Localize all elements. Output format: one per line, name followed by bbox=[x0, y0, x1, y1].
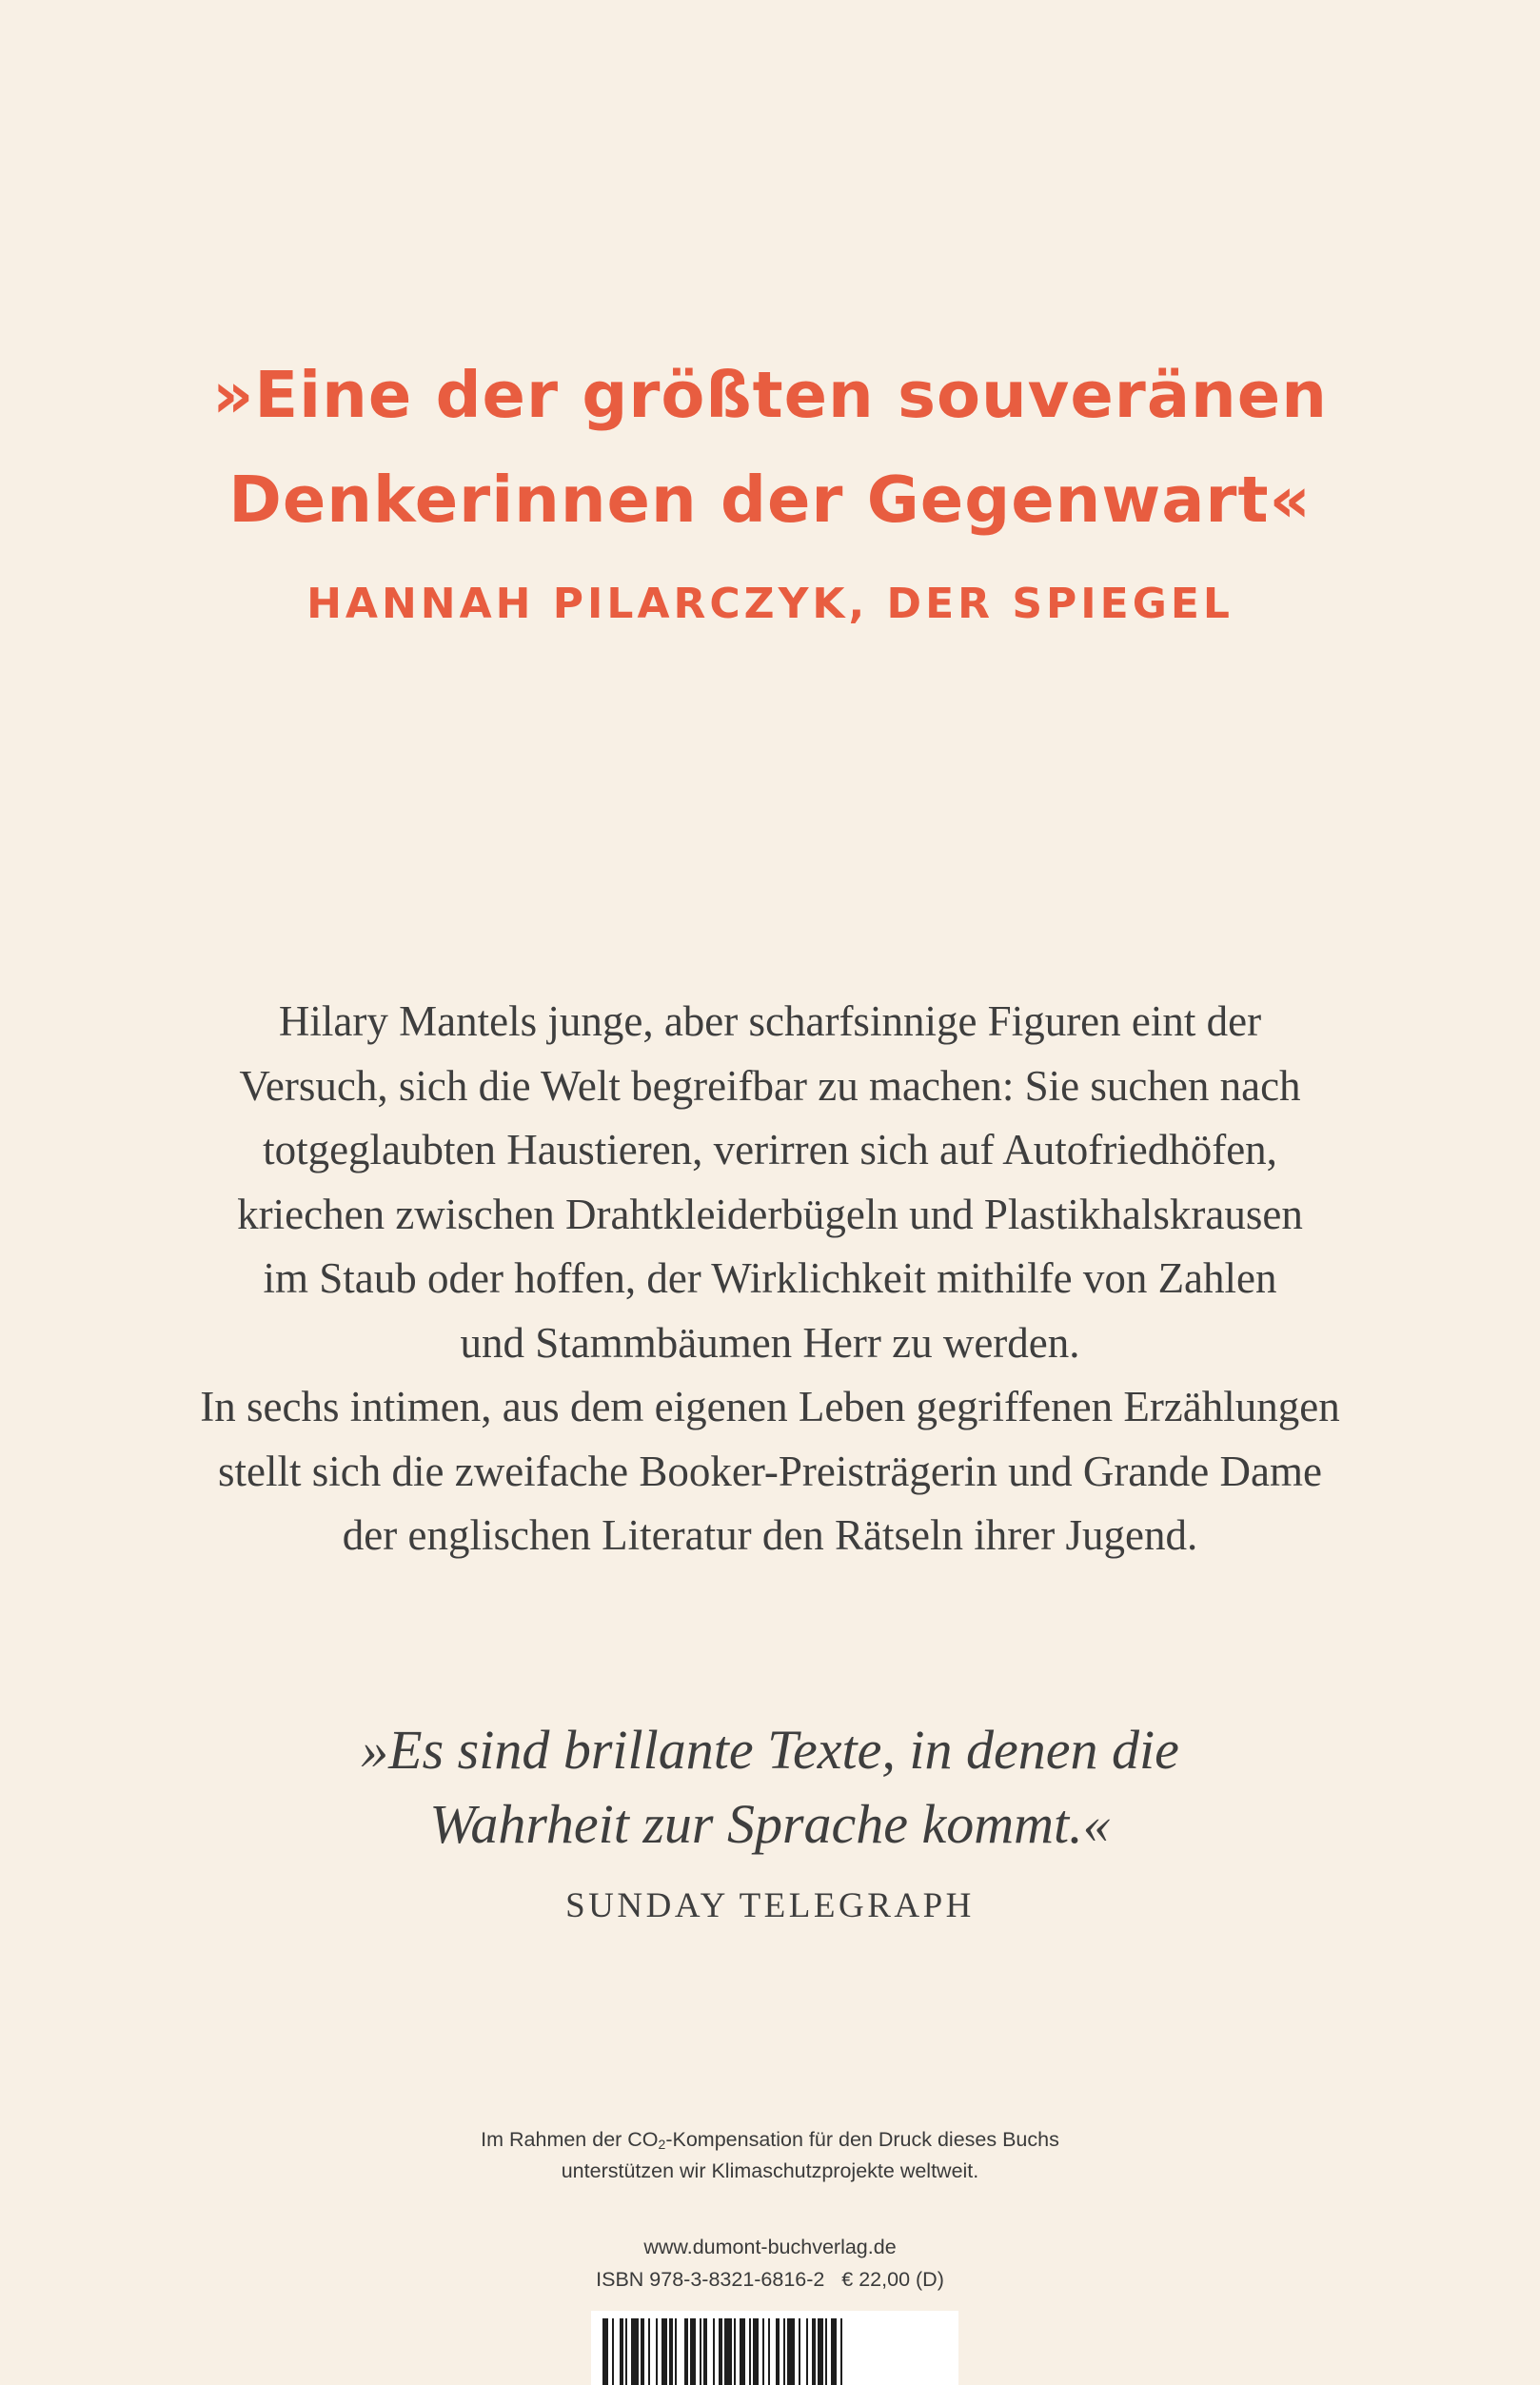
headline-quote-source: HANNAH PILARCZYK, DER SPIEGEL bbox=[306, 580, 1234, 628]
barcode-bar bbox=[656, 2318, 658, 2385]
barcode-bar bbox=[641, 2318, 644, 2385]
barcode-bar bbox=[799, 2318, 800, 2385]
headline-quote bbox=[0, 343, 1540, 552]
barcode-bar bbox=[713, 2318, 715, 2385]
press-quote-line: »Es sind brillante Texte, in denen die bbox=[361, 1719, 1179, 1781]
barcode-bar bbox=[734, 2318, 736, 2385]
barcode-bar bbox=[740, 2318, 745, 2385]
barcode-bar bbox=[669, 2318, 673, 2385]
blurb-line: und Stammbäumen Herr zu werden. bbox=[460, 1318, 1080, 1367]
barcode-bar bbox=[684, 2318, 688, 2385]
barcode-bar bbox=[612, 2318, 614, 2385]
barcode-bar bbox=[620, 2318, 623, 2385]
barcode-bar bbox=[602, 2318, 608, 2385]
barcode-bar bbox=[625, 2318, 627, 2385]
barcode-bar bbox=[825, 2318, 827, 2385]
press-quote-line: Wahrheit zur Sprache kommt.« bbox=[429, 1793, 1111, 1855]
barcode-bar bbox=[719, 2318, 722, 2385]
barcode-bar bbox=[703, 2318, 707, 2385]
imprint bbox=[0, 2231, 1540, 2296]
barcode-bar bbox=[831, 2318, 837, 2385]
book-blurb bbox=[95, 990, 1445, 1568]
blurb-line: im Staub oder hoffen, der Wirklichkeit mithilfe von Zahlen bbox=[263, 1254, 1277, 1302]
publisher-website: www.dumont-buchverlag.de bbox=[643, 2236, 897, 2258]
blurb-line: Hilary Mantels junge, aber scharfsinnige Figuren eint der bbox=[278, 997, 1262, 1045]
blurb-line: der englischen Literatur den Rätseln ihrer Jugend. bbox=[342, 1511, 1198, 1559]
blurb-line: In sechs intimen, aus dem eigenen Leben gegriffenen Erzählungen bbox=[200, 1383, 1340, 1430]
blurb-line: stellt sich die zweifache Booker-Preisträgerin und Grande Dame bbox=[218, 1447, 1322, 1495]
barcode-bar bbox=[648, 2318, 650, 2385]
co2-notice bbox=[0, 2124, 1540, 2187]
press-quote-source: SUNDAY TELEGRAPH bbox=[565, 1886, 975, 1925]
barcode-bar bbox=[840, 2318, 842, 2385]
headline-quote-line: »Eine der größten souveränen bbox=[212, 358, 1328, 432]
barcode-bar bbox=[787, 2318, 795, 2385]
blurb-line: Versuch, sich die Welt begreifbar zu machen: Sie suchen nach bbox=[239, 1061, 1301, 1110]
barcode-bar bbox=[783, 2318, 785, 2385]
barcode-bar bbox=[806, 2318, 808, 2385]
blurb-line: kriechen zwischen Drahtkleiderbügeln und Plastikhalskrausen bbox=[237, 1190, 1303, 1238]
headline-quote-line: Denkerinnen der Gegenwart« bbox=[228, 463, 1312, 537]
barcode-bar bbox=[690, 2318, 696, 2385]
barcode-bar bbox=[724, 2318, 732, 2385]
barcode-bar bbox=[812, 2318, 816, 2385]
isbn-price: ISBN 978-3-8321-6816-2 € 22,00 (D) bbox=[596, 2268, 944, 2291]
barcode-bar bbox=[768, 2318, 770, 2385]
barcode-bar bbox=[661, 2318, 667, 2385]
barcode-bar bbox=[700, 2318, 701, 2385]
barcode-bar bbox=[675, 2318, 677, 2385]
barcode-bar bbox=[749, 2318, 751, 2385]
barcode-bar bbox=[753, 2318, 759, 2385]
co2-notice-line: Im Rahmen der $CO_2$-Kompensation für den Druck dieses Buchs bbox=[481, 2128, 1059, 2152]
barcode-bar bbox=[818, 2318, 823, 2385]
barcode-bar bbox=[762, 2318, 764, 2385]
co2-notice-line: unterstützen wir Klimaschutzprojekte weltweit. bbox=[561, 2159, 979, 2182]
press-quote bbox=[0, 1713, 1540, 1862]
barcode-bar bbox=[631, 2318, 639, 2385]
barcode-bar bbox=[776, 2318, 780, 2385]
barcode bbox=[591, 2311, 958, 2385]
blurb-line: totgeglaubten Haustieren, verirren sich auf Autofriedhöfen, bbox=[263, 1126, 1277, 1173]
